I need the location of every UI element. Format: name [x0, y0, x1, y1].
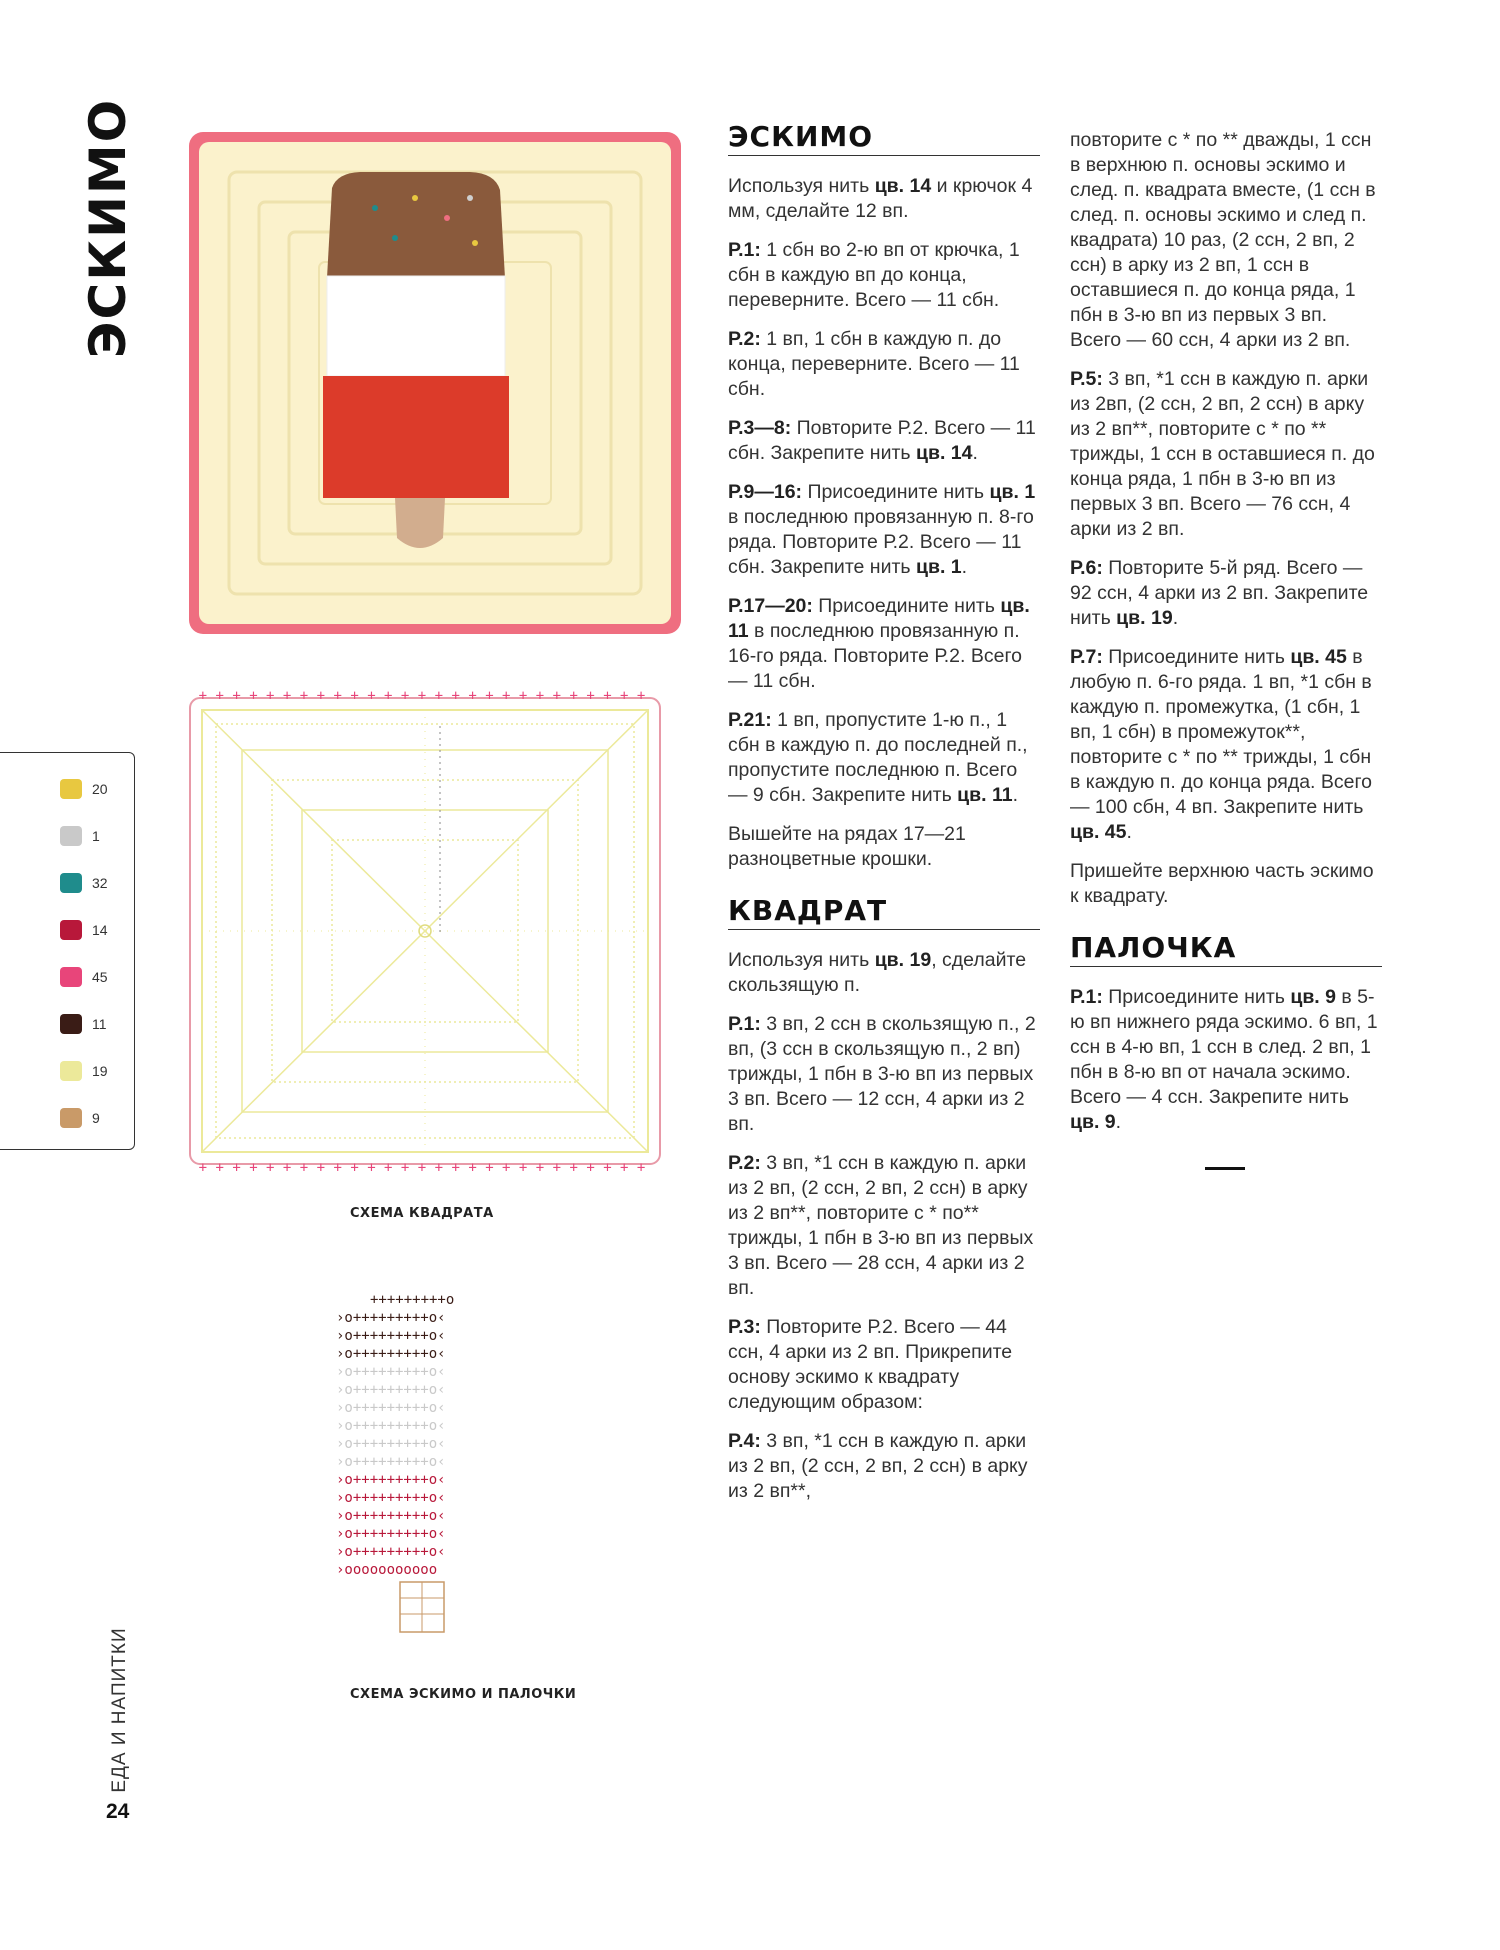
swatch-11	[60, 1014, 82, 1034]
text-column-2	[1070, 128, 1382, 1170]
page-title	[78, 97, 138, 359]
swatch-14	[60, 920, 82, 940]
caption-square: СХЕМА КВАДРАТА	[350, 1206, 494, 1221]
svg-text:›o+++++++++o‹: ›o+++++++++o‹	[336, 1418, 446, 1434]
paragraph: Р.3: Повторите Р.2. Всего — 44 ссн, 4 арки из 2 вп. Прикрепите основу эскимо к квадрату следующим образом:	[728, 1316, 1013, 1413]
popsicle-chart	[330, 1290, 530, 1650]
svg-text:+ + + + + + + + + + + + + + +: + + + + + + + + + + + + + + + + + + + + + + + + + + +	[198, 688, 646, 704]
svg-text:›o+++++++++o‹: ›o+++++++++o‹	[336, 1310, 446, 1326]
svg-text:+++++++++o: +++++++++o	[370, 1292, 455, 1308]
paragraph: Р.5: 3 вп, *1 ссн в каждую п. арки из 2вп, (2 ссн, 2 вп, 2 ссн) в арку из 2 вп**, повторите с * по ** трижды, 1 ссн в оставшиеся п. до конца ряда, 1 пбн в 3-ю вп из первых 3 вп. Всего — 76 ссн, 4 арки из 2 вп.	[1070, 368, 1375, 540]
heading-stick: ПАЛОЧКА	[1070, 935, 1382, 967]
paragraph: повторите с * по ** дважды, 1 ссн в верхнюю п. основы эскимо и след. п. квадрата вместе, (1 ссн в след. п. основы эскимо и след п. квадрата) 10 раз, (2 ссн, 2 вп, 2 ссн) в арку из 2 вп, 1 ссн в оставшиеся п. до конца ряда, 1 пбн в 3-ю вп из первых 3 вп. Всего — 60 ссн, 4 арки из 2 вп.	[1070, 129, 1376, 351]
square-chart	[182, 686, 668, 1176]
popsicle-chocolate	[327, 172, 505, 278]
paragraph: Используя нить цв. 14 и крючок 4 мм, сделайте 12 вп.	[728, 175, 1033, 222]
paragraph: Р.9—16: Присоедините нить цв. 1 в последнюю провязанную п. 8-го ряда. Повторите Р.2. Всего — 11 сбн. Закрепите нить цв. 1.	[728, 481, 1036, 578]
legend-item: 32	[60, 873, 108, 893]
page-number: 24	[106, 1800, 130, 1823]
popsicle-white	[327, 276, 505, 376]
svg-text:›o+++++++++o‹: ›o+++++++++o‹	[336, 1490, 446, 1506]
paragraph: Р.1: 3 вп, 2 ссн в скользящую п., 2 вп, (3 ссн в скользящую п., 2 вп) трижды, 1 пбн в 3-ю вп из первых 3 вп. Всего — 12 ссн, 4 арки из 2 вп.	[728, 1013, 1036, 1135]
heading-square: КВАДРАТ	[728, 898, 1040, 930]
legend-item: 1	[60, 826, 100, 846]
svg-text:›o+++++++++o‹: ›o+++++++++o‹	[336, 1328, 446, 1344]
svg-text:›o+++++++++o‹: ›o+++++++++o‹	[336, 1346, 446, 1362]
svg-text:›o+++++++++o‹: ›o+++++++++o‹	[336, 1436, 446, 1452]
svg-text:›o+++++++++o‹: ›o+++++++++o‹	[336, 1526, 446, 1542]
paragraph: Используя нить цв. 19, сделайте скользящую п.	[728, 949, 1027, 996]
legend-item: 20	[60, 779, 108, 799]
color-legend	[0, 752, 135, 1150]
legend-item: 45	[60, 967, 108, 987]
popsicle-stick	[395, 498, 445, 548]
paragraph: Р.1: Присоедините нить цв. 9 в 5-ю вп нижнего ряда эскимо. 6 вп, 1 ссн в 4-ю вп, 1 ссн в след. 2 вп, 1 пбн в 8-ю вп от начала эскимо. Всего — 4 ссн. Закрепите нить цв. 9.	[1070, 986, 1378, 1133]
paragraph: Р.7: Присоедините нить цв. 45 в любую п. 6-го ряда. 1 вп, *1 сбн в каждую п. промежутка, (1 сбн, 1 вп, 1 сбн) в промежуток**, повторите с * по ** трижды, 1 сбн в каждую п. до конца ряда. Всего — 100 сбн, 4 вп. Закрепите нить цв. 45.	[1070, 646, 1373, 843]
svg-text:›ooooooooooo: ›ooooooooooo	[336, 1562, 438, 1578]
svg-text:›o+++++++++o‹: ›o+++++++++o‹	[336, 1364, 446, 1380]
legend-item: 11	[60, 1014, 107, 1034]
swatch-9	[60, 1108, 82, 1128]
heading-eskimo: ЭСКИМО	[728, 124, 1040, 156]
swatch-45	[60, 967, 82, 987]
end-dash	[1205, 1167, 1245, 1170]
swatch-19	[60, 1061, 82, 1081]
legend-item: 19	[60, 1061, 108, 1081]
square-photo	[185, 128, 685, 638]
svg-text:›o+++++++++o‹: ›o+++++++++o‹	[336, 1472, 446, 1488]
swatch-1	[60, 826, 82, 846]
paragraph: Р.2: 3 вп, *1 ссн в каждую п. арки из 2 вп, (2 ссн, 2 вп, 2 ссн) в арку из 2 вп**, повторите с * по** трижды, 1 пбн в 3-ю вп из первых 3 вп. Всего — 28 ссн, 4 арки из 2 вп.	[728, 1152, 1034, 1299]
paragraph: Р.21: 1 вп, пропустите 1-ю п., 1 сбн в каждую п. до последней п., пропустите последнюю п. Всего — 9 сбн. Закрепите нить цв. 11.	[728, 709, 1028, 806]
paragraph: Вышейте на рядах 17—21 разноцветные крошки.	[728, 823, 966, 870]
svg-text:›o+++++++++o‹: ›o+++++++++o‹	[336, 1508, 446, 1524]
legend-item: 9	[60, 1108, 100, 1128]
paragraph: Р.2: 1 вп, 1 сбн в каждую п. до конца, переверните. Всего — 11 сбн.	[728, 328, 1020, 400]
popsicle-red	[323, 376, 509, 498]
section-label-text: ЕДА И НАПИТКИ	[109, 1627, 130, 1793]
paragraph: Р.6: Повторите 5-й ряд. Всего — 92 ссн, 4 арки из 2 вп. Закрепите нить цв. 19.	[1070, 557, 1369, 629]
legend-item: 14	[60, 920, 108, 940]
svg-text:+ + + + + + + + + + + + + + +: + + + + + + + + + + + + + + + + + + + + + + + + + + +	[198, 1160, 646, 1176]
swatch-32	[60, 873, 82, 893]
swatch-20	[60, 779, 82, 799]
svg-text:›o+++++++++o‹: ›o+++++++++o‹	[336, 1454, 446, 1470]
svg-text:›o+++++++++o‹: ›o+++++++++o‹	[336, 1544, 446, 1560]
svg-text:›o+++++++++o‹: ›o+++++++++o‹	[336, 1382, 446, 1398]
caption-popsicle: СХЕМА ЭСКИМО И ПАЛОЧКИ	[350, 1687, 577, 1702]
paragraph: Р.17—20: Присоедините нить цв. 11 в последнюю провязанную п. 16-го ряда. Повторите Р.2. Всего — 11 сбн.	[728, 595, 1030, 692]
paragraph: Пришейте верхнюю часть эскимо к квадрату.	[1070, 860, 1374, 907]
paragraph: Р.1: 1 сбн во 2-ю вп от крючка, 1 сбн в каждую вп до конца, переверните. Всего — 11 сбн.	[728, 239, 1020, 311]
page-title-text: ЭСКИМО	[79, 97, 137, 359]
text-column-1	[728, 120, 1040, 1518]
paragraph: Р.4: 3 вп, *1 ссн в каждую п. арки из 2 вп, (2 ссн, 2 вп, 2 ссн) в арку из 2 вп**,	[728, 1430, 1028, 1502]
paragraph: Р.3—8: Повторите Р.2. Всего — 11 сбн. Закрепите нить цв. 14.	[728, 417, 1036, 464]
section-label	[100, 1627, 140, 1793]
svg-text:›o+++++++++o‹: ›o+++++++++o‹	[336, 1400, 446, 1416]
